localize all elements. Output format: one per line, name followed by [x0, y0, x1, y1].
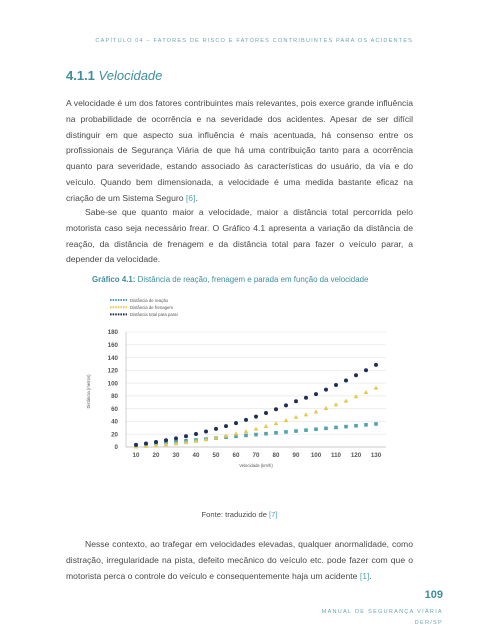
data-point: [374, 422, 378, 426]
paragraph-1-text: A velocidade é um dos fatores contribuintes mais relevantes, pois exerce grande influência na probabilidade de ocorrência e na severidade dos acidentes. Apesar de ser difícil distinguir em que aspecto sua influência é mais acentuada, há consenso entre os profissionais de Segurança Viária de que há uma contribuição tanto para a ocorrência quanto para severidade, estando associado às características do usuário, da via e do veículo. Quando bem dimensionada, a velocidade é uma medida bastante eficaz na criação de um Sistema Seguro: [66, 98, 413, 203]
data-point: [164, 438, 168, 442]
chart-source: [0, 510, 479, 519]
y-tick-label: 180: [107, 329, 118, 337]
x-tick-label: 40: [192, 452, 200, 459]
data-point: [364, 390, 369, 394]
x-tick-label: 30: [172, 452, 180, 459]
data-point: [274, 407, 278, 411]
data-point: [274, 431, 278, 435]
legend-label: Distância de frenagem: [130, 305, 173, 310]
data-point: [204, 430, 208, 434]
data-point: [324, 427, 328, 431]
paragraph-3-end: .: [369, 570, 372, 581]
footer-book-title: MANUAL DE SEGURANÇA VIÁRIA: [321, 609, 443, 615]
data-point: [244, 434, 248, 438]
data-point: [344, 398, 349, 402]
chart-svg: [80, 292, 400, 492]
x-tick-label: 80: [272, 452, 280, 459]
data-point: [324, 406, 329, 410]
x-tick-label: 60: [232, 452, 240, 459]
y-tick-label: 140: [107, 354, 118, 362]
citation-link[interactable]: [6]: [185, 192, 196, 203]
data-point: [354, 424, 358, 428]
data-point: [304, 396, 308, 400]
data-point: [304, 428, 308, 432]
data-point: [314, 392, 318, 396]
y-tick-label: 20: [111, 431, 118, 439]
y-tick-label: 120: [107, 367, 118, 375]
data-point: [364, 368, 368, 372]
data-point: [174, 436, 178, 440]
chart-caption-text: Distância de reação, frenagem e parada em função da velocidade: [137, 275, 369, 284]
y-tick-label: 80: [111, 393, 118, 401]
y-tick-label: 60: [111, 405, 118, 413]
x-tick-label: 90: [292, 452, 300, 459]
section-number: 4.1.1: [66, 68, 95, 83]
data-point: [154, 440, 158, 444]
data-point: [254, 433, 258, 437]
x-tick-label: 10: [132, 452, 140, 459]
data-point: [314, 409, 319, 413]
y-tick-label: 100: [107, 380, 118, 388]
data-point: [284, 430, 288, 434]
data-point: [284, 403, 288, 407]
data-point: [334, 383, 338, 387]
data-point: [244, 418, 248, 422]
paragraph-3-text: Nesse contexto, ao trafegar em velocidades elevadas, qualquer anormalidade, como distração, irregularidade na pista, defeito mecânico do veículo etc. pode fazer com que o motorista perca o controle do veículo e consequentemente haja um acidente: [66, 539, 413, 581]
data-point: [304, 412, 309, 416]
y-axis-title: Distância (metros): [86, 374, 91, 409]
data-point: [364, 423, 368, 427]
chart-source-citation[interactable]: [7]: [269, 510, 278, 519]
data-point: [374, 363, 378, 367]
y-tick-label: 40: [111, 418, 118, 426]
data-point: [264, 432, 268, 436]
x-tick-label: 20: [152, 452, 160, 459]
data-point: [354, 373, 358, 377]
data-point: [244, 429, 249, 433]
data-point: [184, 434, 188, 438]
paragraph-3: [66, 537, 413, 584]
legend-label: Distância total para parar: [130, 312, 179, 318]
paragraph-1-end: .: [195, 192, 198, 203]
legend-label: Distância de reação: [130, 297, 168, 303]
chart-caption-label: Gráfico 4.1:: [92, 275, 136, 284]
running-header: CAPÍTULO 04 – FATORES DE RISCO E FATORES CONTRIBUINTES PARA OS ACIDENTES: [95, 38, 413, 44]
data-point: [264, 411, 268, 415]
footer-org: DER/SP: [414, 620, 443, 626]
x-tick-label: 110: [331, 452, 341, 459]
data-point: [234, 431, 239, 435]
data-point: [254, 415, 258, 419]
data-point: [344, 425, 348, 429]
chart-source-text: Fonte: traduzido de: [201, 510, 270, 519]
x-tick-label: 70: [252, 452, 260, 459]
data-point: [294, 415, 299, 419]
x-tick-label: 100: [310, 452, 322, 459]
page-number: 109: [424, 589, 443, 601]
paragraph-1: [66, 96, 413, 207]
data-point: [224, 424, 228, 428]
citation-link[interactable]: [1]: [359, 570, 370, 581]
data-point: [234, 421, 238, 425]
data-point: [294, 429, 298, 433]
data-point: [144, 441, 148, 445]
data-point: [374, 386, 379, 390]
x-axis-title: Velocidade (km/h): [239, 463, 273, 468]
data-point: [324, 388, 328, 392]
data-point: [284, 418, 289, 422]
chart-caption: [92, 275, 368, 284]
data-point: [294, 399, 298, 403]
chart: [80, 292, 400, 492]
section-title: Velocidade: [98, 68, 163, 83]
paragraph-2: Sabe-se que quanto maior a velocidade, maior a distância total percorrida pelo motorista caso seja necessário frear. O Gráfico 4.1 apresenta a variação da distância de reação, da distância de frenagem e da distância total para fazer o veículo parar, a depender da velocidade.: [66, 207, 413, 265]
data-point: [314, 427, 318, 431]
x-tick-label: 120: [350, 452, 362, 459]
data-point: [194, 432, 198, 436]
data-point: [344, 378, 348, 382]
data-point: [214, 427, 218, 431]
x-tick-label: 50: [212, 452, 220, 459]
data-point: [254, 427, 259, 431]
data-point: [134, 443, 138, 447]
data-point: [264, 424, 269, 428]
y-tick-label: 160: [107, 341, 118, 349]
section-heading: [66, 68, 162, 83]
data-point: [334, 426, 338, 430]
y-tick-label: 0: [114, 444, 118, 452]
data-point: [334, 402, 339, 406]
x-tick-label: 130: [370, 452, 382, 459]
